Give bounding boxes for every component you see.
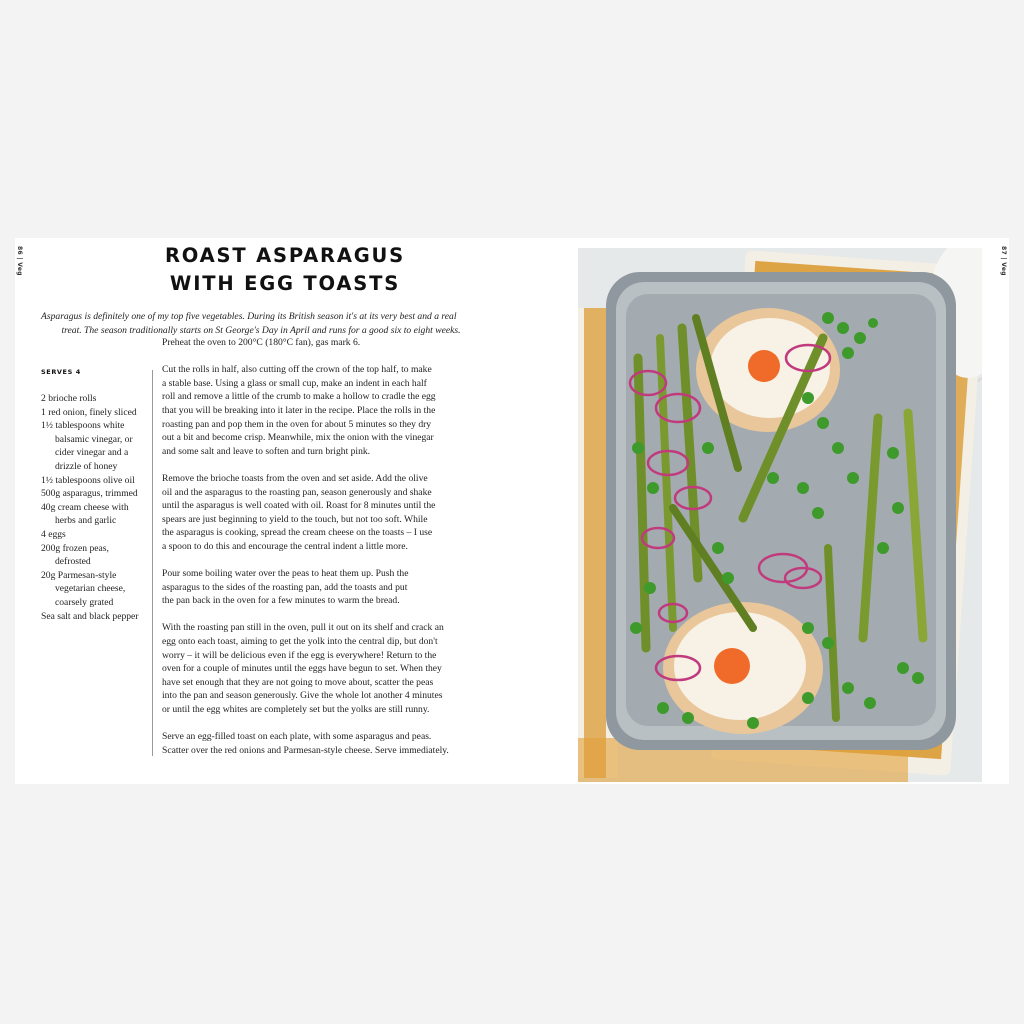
method-step [162,730,462,757]
ingredient-item [41,474,151,488]
method-line: a stable base. Using a glass or small cup, make an indent in each half [162,377,427,389]
method-line: Preheat the oven to 200°C (180°C fan), gas mark 6. [162,337,361,348]
ingredient-item [41,596,151,610]
ingredient-item [41,419,151,433]
ingredient-item [41,433,151,447]
book-spread [15,238,1009,784]
ingredient-item [41,555,151,569]
intro-line: Asparagus is definitely one of my top five vegetables. During its British season it's at its very best and a real [41,311,457,322]
ingredient-item [41,542,151,556]
method-line: the pan back in the oven for a few minutes to warm the bread. [162,595,400,607]
method-line: or until the egg whites are completely set but the yolks are still runny. [162,704,430,716]
ingredient-item [41,528,151,542]
method-step [162,363,462,458]
method-line: and some salt and leave to soften and turn bright pink. [162,445,371,457]
method-line: Pour some boiling water over the peas to heat them up. Push the [162,568,409,580]
recipe-intro [41,310,481,338]
recipe-title-line-1: ROAST ASPARAGUS [164,244,405,267]
ingredient-item [41,460,151,474]
method-line: oil and the asparagus to the roasting pan, season generously and shake [162,486,432,498]
ingredient-text: defrosted [55,556,91,568]
ingredient-item [41,569,151,583]
method-line: worry – it will be delicious even if the egg is everywhere! Return to the [162,649,437,661]
right-page [563,238,1009,784]
method-line: Scatter over the red onions and Parmesan-style cheese. Serve immediately. [162,744,449,756]
method-step [162,567,462,608]
method-line: egg onto each toast, aiming to get the yolk into the central dip, but don't [162,636,438,648]
left-page [15,238,563,784]
ingredient-text: balsamic vinegar, or [55,433,133,445]
method-line: that you will be breaking into it later in the recipe. Place the rolls in the [162,404,436,416]
method-step [162,336,462,350]
method-line: roll and remove a little of the crumb to make a hollow to cradle the egg [162,391,436,403]
ingredient-text: coarsely grated [55,596,114,608]
method-line: until the asparagus is well coated with oil. Roast for 8 minutes until the [162,500,436,512]
method-steps [162,336,462,771]
method-line: Serve an egg-filled toast on each plate, with some asparagus and peas. [162,731,432,743]
ingredient-text: drizzle of honey [55,460,118,472]
page-number-right: 87 | Veg [1000,246,1007,276]
ingredient-text: herbs and garlic [55,515,117,527]
ingredient-text: 1½ tablespoons white [41,420,125,432]
method-step [162,472,462,554]
method-line: With the roasting pan still in the oven, pull it out on its shelf and crack an [162,622,444,634]
method-line: a spoon to do this and encourage the central indent a little more. [162,540,408,552]
ingredient-text: 2 brioche rolls [41,393,97,404]
ingredient-text: 40g cream cheese with [41,501,129,513]
ingredient-item [41,582,151,596]
ingredient-item [41,406,151,420]
method-line: the asparagus is cooking, spread the cream cheese on the toasts – I use [162,527,433,539]
method-line: Remove the brioche toasts from the oven and set aside. Add the olive [162,472,428,484]
ingredient-item [41,446,151,460]
ingredient-text: cider vinegar and a [55,447,129,459]
ingredient-text: 1 red onion, finely sliced [41,406,137,418]
ingredient-text: 500g asparagus, trimmed [41,488,138,500]
ingredient-text: 200g frozen peas, [41,542,109,554]
ingredient-text: vegetarian cheese, [55,583,126,595]
method-line: into the pan and season generously. Give the whole lot another 4 minutes [162,690,443,702]
method-step [162,621,462,716]
ingredient-item [41,487,151,501]
intro-line: treat. The season traditionally starts on St George's Day in April and runs for a good six to eight weeks. [61,325,461,336]
recipe-title [85,242,485,298]
method-line: have set enough that they are not going to move about, scatter the peas [162,676,434,688]
method-line: out a bit and become crisp. Meanwhile, mix the onion with the vinegar [162,432,434,444]
ingredient-item [41,392,151,406]
ingredient-text: Sea salt and black pepper [41,610,139,622]
ingredient-text: 1½ tablespoons olive oil [41,474,135,486]
method-line: oven for a couple of minutes until the eggs have begun to set. When they [162,663,442,675]
method-line: spears are just beginning to yield to the touch, but not too soft. While [162,513,428,525]
serves-label: SERVES 4 [41,368,81,376]
roasting-pan-illustration [578,248,982,782]
page-number-left: 86 | Veg [16,246,23,276]
method-line: asparagus to the sides of the roasting pan, add the toasts and put [162,581,408,593]
recipe-title-line-2: WITH EGG TOASTS [169,272,401,295]
ingredient-item [41,610,151,624]
method-line: roasting pan and pop them in the oven for about 5 minutes so they dry [162,418,432,430]
method-line: Cut the rolls in half, also cutting off the crown of the top half, to make [162,364,432,376]
ingredient-text: 20g Parmesan-style [41,569,117,581]
ingredient-text: 4 eggs [41,528,66,540]
column-divider [152,370,153,756]
ingredient-item [41,514,151,528]
ingredient-item [41,501,151,515]
recipe-photo [578,248,982,782]
ingredient-list [41,392,151,623]
